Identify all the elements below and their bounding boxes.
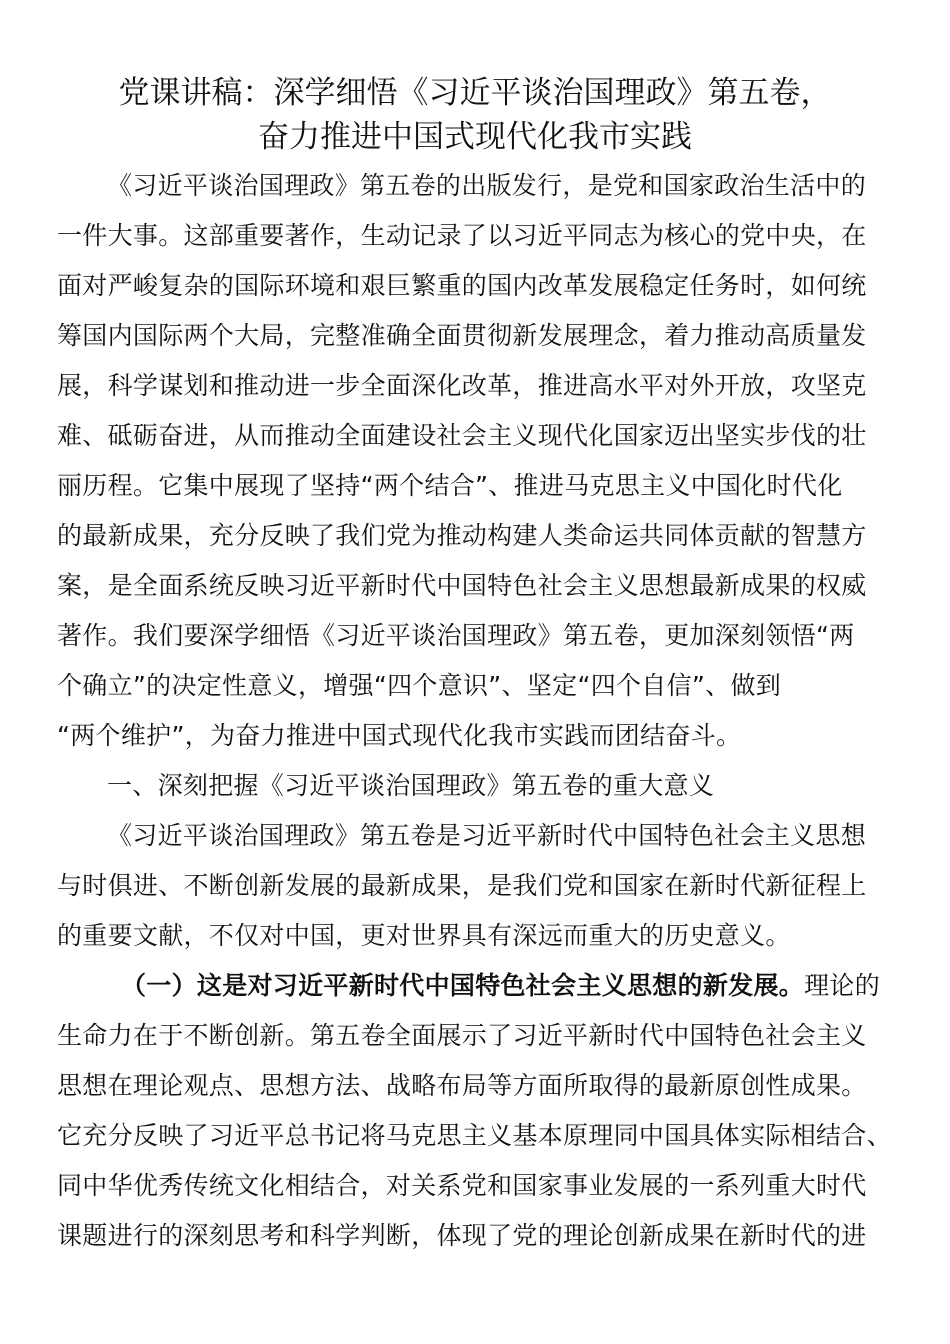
section-heading-1: 一、深刻把握《习近平谈治国理政》第五卷的重大意义 [107,771,715,800]
paragraph-1-line: 案，是全面系统反映习近平新时代中国特色社会主义思想最新成果的权威 [57,571,867,600]
subsection-1-lead-text: 理论的 [804,971,881,1000]
subsection-1-line: 它充分反映了习近平总书记将马克思主义基本原理同中国具体实际相结合、 [57,1121,892,1150]
paragraph-1-line: 的最新成果，充分反映了我们党为推动构建人类命运共同体贡献的智慧方 [57,521,867,550]
subsection-1-line: 课题进行的深刻思考和科学判断，体现了党的理论创新成果在新时代的进 [57,1221,867,1250]
paragraph-1-line: 《习近平谈治国理政》第五卷的出版发行，是党和国家政治生活中的 [107,171,867,200]
subsection-1-line: 同中华优秀传统文化相结合，对关系党和国家事业发展的一系列重大时代 [57,1171,867,1200]
subsection-1-heading: （一）这是对习近平新时代中国特色社会主义思想的新发展。 [121,971,805,1000]
subsection-1-line: 生命力在于不断创新。第五卷全面展示了习近平新时代中国特色社会主义 [57,1021,867,1050]
paragraph-1-line: “两个维护”，为奋力推进中国式现代化我市实践而团结奋斗。 [57,721,742,750]
paragraph-1-line: 面对严峻复杂的国际环境和艰巨繁重的国内改革发展稳定任务时，如何统 [57,271,867,300]
paragraph-1-line: 丽历程。它集中展现了坚持“两个结合”、推进马克思主义中国化时代化 [57,471,843,500]
paragraph-1-line: 展，科学谋划和推动进一步全面深化改革，推进高水平对外开放，攻坚克 [57,371,867,400]
paragraph-1-line: 一件大事。这部重要著作，生动记录了以习近平同志为核心的党中央，在 [57,221,867,250]
paragraph-1-line: 筹国内国际两个大局，完整准确全面贯彻新发展理念，着力推动高质量发 [57,321,867,350]
paragraph-2-line: 与时俱进、不断创新发展的最新成果，是我们党和国家在新时代新征程上 [57,871,867,900]
paragraph-2-line: 的重要文献，不仅对中国，更对世界具有深远而重大的历史意义。 [57,921,791,950]
subsection-1-line: 思想在理论观点、思想方法、战略布局等方面所取得的最新原创性成果。 [57,1071,867,1100]
paragraph-1-line: 个确立”的决定性意义，增强“四个意识”、坚定“四个自信”、做到 [57,671,782,700]
document-title-line-1: 党课讲稿：深学细悟《习近平谈治国理政》第五卷， [118,75,832,111]
paragraph-2-line: 《习近平谈治国理政》第五卷是习近平新时代中国特色社会主义思想 [107,821,867,850]
paragraph-1-line: 著作。我们要深学细悟《习近平谈治国理政》第五卷，更加深刻领悟“两 [57,621,855,650]
document-title-line-2: 奋力推进中国式现代化我市实践 [258,119,692,155]
paragraph-1-line: 难、砥砺奋进，从而推动全面建设社会主义现代化国家迈出坚实步伐的壮 [57,421,867,450]
subsection-1-first-line [57,969,880,1003]
